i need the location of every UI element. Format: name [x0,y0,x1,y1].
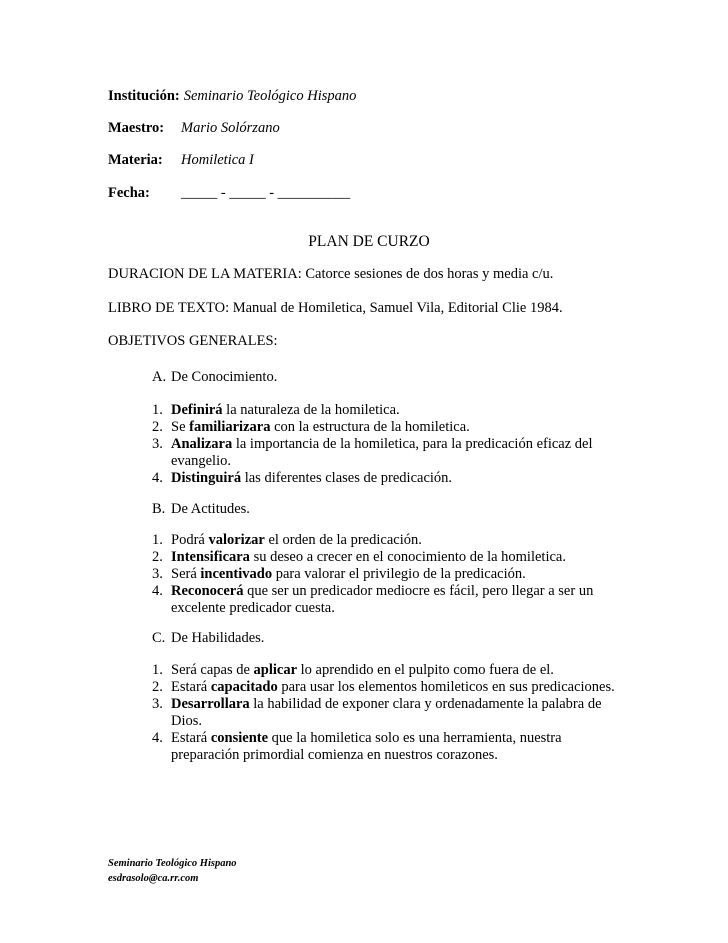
page-footer [108,856,237,886]
teacher-label: Maestro: [108,120,165,136]
list-item: 3. Analizara la importancia de la homiletica, para la predicación eficaz del evangelio. [152,436,593,469]
list-item: 3. Será incentivado para valorar el privilegio de la predicación. [152,566,526,582]
list-item: 1. Definirá la naturaleza de la homiletica. [152,402,400,418]
section-b-heading [152,501,250,518]
section-a-heading [152,369,277,386]
footer-email: esdrasolo@ca.rr.com [108,873,199,884]
footer-institution: Seminario Teológico Hispano [108,858,237,869]
list-item: 2. Se familiarizara con la estructura de la homiletica. [152,419,470,435]
list-item: 4. Estará consiente que la homiletica solo es una herramienta, nuestra preparación primordial comienza en nuestros corazones. [152,730,562,763]
section-c-heading [152,630,264,647]
subject-value: Homiletica I [181,152,254,168]
date-row [108,185,350,202]
list-item: 2. Intensificara su deseo a crecer en el conocimiento de la homiletica. [152,549,566,565]
institution-value: Seminario Teológico Hispano [183,88,357,104]
duration-line: DURACION DE LA MATERIA: Catorce sesiones de dos horas y media c/u. [108,266,554,282]
list-item: 1. Será capas de aplicar lo aprendido en el pulpito como fuera de el. [152,662,554,678]
list-item: 4. Distinguirá las diferentes clases de predicación. [152,470,453,486]
page-title-text: PLAN DE CURZO [308,233,430,250]
date-label: Fecha: [108,185,150,201]
list-item: 4. Reconocerá que ser un predicador mediocre es fácil, pero llegar a ser un excelente predicador cuesta. [152,583,594,616]
list-item: 3. Desarrollara la habilidad de exponer clara y ordenadamente la palabra de Dios. [152,696,602,729]
institution-label: Institución: [108,88,180,104]
section-b-title: De Actitudes. [171,501,250,517]
section-b-marker: B. [152,501,166,517]
list-item: 1. Podrá valorizar el orden de la predicación. [152,532,422,548]
textbook-line: LIBRO DE TEXTO: Manual de Homiletica, Samuel Vila, Editorial Clie 1984. [108,300,563,316]
teacher-row [108,120,280,137]
subject-label: Materia: [108,152,163,168]
section-a-title: De Conocimiento. [171,369,278,385]
section-c-marker: C. [152,630,166,646]
date-value: _____ - _____ - __________ [181,185,351,201]
section-c-list [152,662,626,764]
list-item: 2. Estará capacitado para usar los elementos homileticos en sus predicaciones. [152,679,615,695]
teacher-value: Mario Solórzano [181,120,280,136]
page-title [0,233,728,251]
subject-row [108,152,254,169]
section-a-list [152,402,626,487]
section-b-list [152,532,626,617]
institution-row [108,88,356,105]
section-c-title: De Habilidades. [171,630,265,646]
objectives-heading: OBJETIVOS GENERALES: [108,333,278,349]
section-a-marker: A. [152,369,167,385]
